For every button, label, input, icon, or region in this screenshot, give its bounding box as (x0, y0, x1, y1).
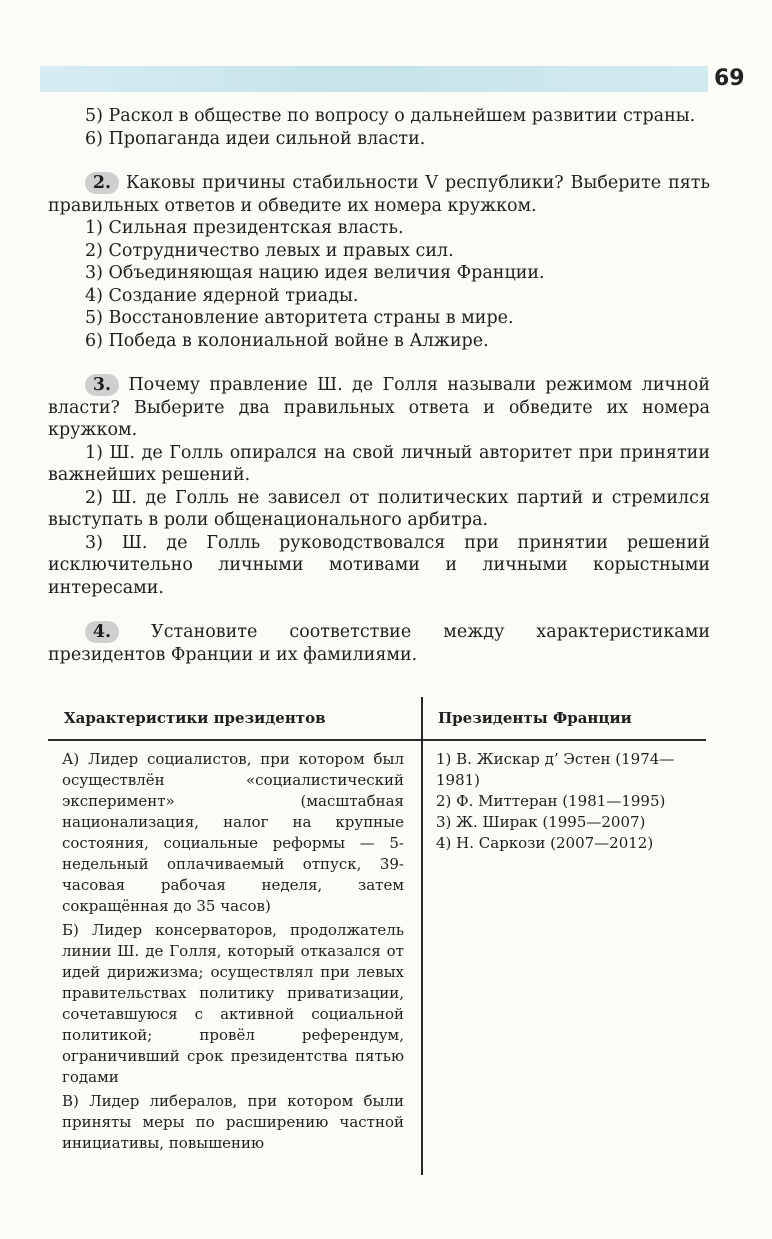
characteristic-item: В) Лидер либералов, при котором были приняты меры по расширению частной инициативы, повышению (62, 1092, 404, 1152)
page-body (48, 105, 710, 666)
task-4-question (48, 621, 710, 666)
task-2-option: 5) Восстановление авторитета страны в мире. (85, 308, 514, 328)
task-3-question-text: Почему правление Ш. де Голля называли режимом личной власти? Выберите два правильных ответа и обведите их номера кружком. (48, 375, 710, 440)
task-number-badge: 3. (85, 374, 119, 396)
task-2-option: 4) Создание ядерной триады. (85, 285, 359, 306)
task-2-question (48, 172, 710, 217)
president-item: 4) Н. Саркози (2007—2012) (436, 834, 654, 852)
task-number-badge: 4. (85, 621, 119, 643)
president-item: 3) Ж. Ширак (1995—2007) (436, 813, 646, 831)
task-3-option: 3) Ш. де Голль руководствовался при принятии решений исключительно личными мотивами и личными корыстными интересами. (48, 532, 710, 598)
task-number-badge: 2. (85, 172, 119, 194)
table-divider-horizontal (48, 739, 706, 741)
characteristics-column (62, 749, 404, 1157)
characteristic-item: Б) Лидер консерваторов, продолжатель линии Ш. де Голля, который отказался от идей дирижизма; осуществлял при левых правительствах политику приватизации, сочетавшуюся с активной социальной политикой; провёл референдум, ограничивший срок президентства пятью годами (62, 921, 404, 1086)
president-item: 1) В. Жискар д’ Эстен (1974—1981) (436, 750, 675, 789)
task-3-option: 1) Ш. де Голль опирался на свой личный авторитет при принятии важнейших решений. (48, 442, 710, 485)
president-item: 2) Ф. Миттеран (1981—1995) (436, 792, 666, 810)
task-3-question (48, 374, 710, 442)
task-2-option: 2) Сотрудничество левых и правых сил. (85, 240, 454, 261)
task-2-option: 3) Объединяющая нацию идея величия Франции. (85, 263, 545, 283)
task-2-question-text: Каковы причины стабильности V республики? Выберите пять правильных ответов и обведите их номера кружком. (48, 173, 710, 216)
table-header-characteristics: Характеристики президентов (64, 709, 326, 727)
header-band (40, 66, 708, 92)
characteristic-item: А) Лидер социалистов, при котором был осуществлён «социалистический эксперимент» (масштабная национализация, налог на крупные состояния, социальные реформы — 5-недельный оплачиваемый отпуск, 39-часовая рабочая неделя, затем сокращённая до 35 часов) (62, 750, 404, 915)
matching-table (48, 697, 706, 1175)
task-2-option: 1) Сильная президентская власть. (85, 218, 404, 238)
task-3-option: 2) Ш. де Голль не зависел от политических партий и стремился выступать в роли общенационального арбитра. (48, 487, 710, 530)
table-header-presidents: Президенты Франции (438, 709, 632, 727)
table-divider-vertical (421, 697, 423, 1175)
intro-item: 6) Пропаганда идеи сильной власти. (85, 128, 426, 149)
intro-item: 5) Раскол в обществе по вопросу о дальнейшем развитии страны. (85, 106, 696, 126)
task-2-option: 6) Победа в колониальной войне в Алжире. (85, 330, 489, 351)
page-number: 69 (714, 66, 745, 91)
task-4-question-text: Установите соответствие между характеристиками президентов Франции и их фамилиями. (48, 622, 710, 665)
presidents-column (436, 749, 704, 854)
